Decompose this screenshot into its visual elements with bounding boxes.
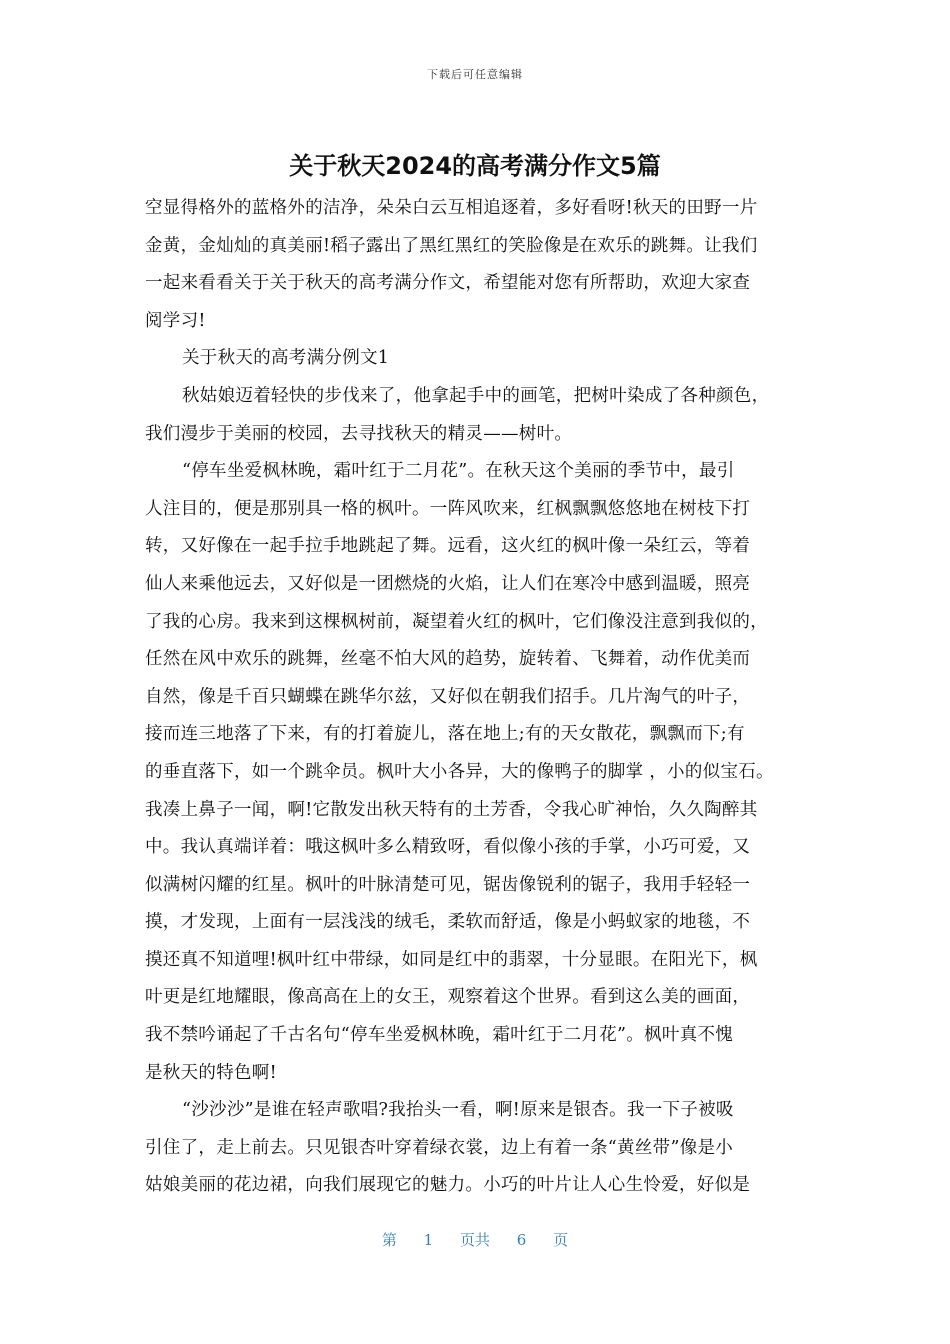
page-footer: [0, 1229, 950, 1250]
essay-body: [145, 190, 825, 1205]
text-line: 摸还真不知道哩!枫叶红中带绿，如同是红中的翡翠，十分显眼。在阳光下，枫: [145, 949, 758, 970]
text-line: 我凑上鼻子一闻，啊!它散发出秋天特有的土芳香，令我心旷神怡，久久陶醉其: [145, 799, 758, 820]
text-line: 秋姑娘迈着轻快的步伐来了，他拿起手中的画笔，把树叶染成了各种颜色，: [182, 385, 770, 406]
text-line: “停车坐爱枫林晚，霜叶红于二月花”。在秋天这个美丽的季节中，最引: [182, 461, 735, 482]
text-line: 一起来看看关于关于秋天的高考满分作文，希望能对您有所帮助，欢迎大家查: [145, 273, 751, 294]
document-title: 关于秋天2024的高考满分作文5篇: [289, 152, 661, 180]
footer-middle: 页共: [459, 1231, 490, 1249]
text-line: 我不禁吟诵起了千古名句“停车坐爱枫林晚，霜叶红于二月花”。枫叶真不愧: [145, 1025, 734, 1046]
text-line: 引住了，走上前去。只见银杏叶穿着绿衣裳，边上有着一条“黄丝带”像是小: [145, 1137, 734, 1158]
text-line: “沙沙沙”是谁在轻声歌唱?我抬头一看，啊!原来是银杏。我一下子被吸: [182, 1100, 734, 1121]
text-line: 中。我认真端详着：哦这枫叶多么精致呀，看似像小孩的手掌，小巧可爱，又: [145, 837, 751, 858]
header-note: 下载后可任意编辑: [427, 68, 523, 81]
text-line: 空显得格外的蓝格外的洁净，朵朵白云互相追逐着，多好看呀!秋天的田野一片: [145, 198, 758, 218]
footer-total-pages: 6: [516, 1231, 527, 1249]
text-line: 了我的心房。我来到这棵枫树前，凝望着火红的枫叶，它们像没注意到我似的，: [145, 611, 768, 632]
text-line: 叶更是红地耀眼，像高高在上的女王，观察着这个世界。看到这么美的画面，: [145, 987, 751, 1008]
text-line: 的垂直落下，如一个跳伞员。枫叶大小各异，大的像鸭子的脚掌 ，小的似宝石。: [145, 761, 774, 782]
text-line: 转，又好像在一起手拉手地跳起了舞。远看，这火红的枫叶像一朵红云，等着: [145, 536, 751, 557]
footer-prefix: 第: [381, 1231, 397, 1249]
footer-suffix: 页: [553, 1231, 569, 1249]
text-line: 仙人来乘他远去，又好似是一团燃烧的火焰，让人们在寒冷中感到温暖，照亮: [145, 573, 751, 594]
text-line: 人注目的，便是那别具一格的枫叶。一阵风吹来，红枫飘飘悠悠地在树枝下打: [145, 498, 751, 519]
text-line: 金黄，金灿灿的真美丽!稻子露出了黑红黑红的笑脸像是在欢乐的跳舞。让我们: [145, 235, 758, 256]
text-line: 是秋天的特色啊!: [145, 1062, 277, 1083]
text-line: 我们漫步于美丽的校园，去寻找秋天的精灵——树叶。: [145, 423, 573, 444]
text-line: 接而连三地落了下来，有的打着旋儿，落在地上;有的天女散花，飘飘而下;有: [145, 724, 745, 745]
text-line: 关于秋天的高考满分例文1: [182, 348, 390, 369]
footer-page-number: 1: [423, 1231, 434, 1249]
text-line: 摸，才发现，上面有一层浅浅的绒毛，柔软而舒适，像是小蚂蚁家的地毯，不: [145, 912, 751, 933]
text-line: 自然，像是千百只蝴蝶在跳华尔兹，又好似在朝我们招手。几片淘气的叶子，: [145, 686, 751, 707]
text-line: 似满树闪耀的红星。枫叶的叶脉清楚可见，锯齿像锐利的锯子，我用手轻轻一: [145, 874, 751, 895]
text-line: 阅学习!: [145, 310, 206, 331]
text-line: 姑娘美丽的花边裙，向我们展现它的魅力。小巧的叶片让人心生怜爱，好似是: [145, 1175, 751, 1196]
text-line: 任然在风中欢乐的跳舞，丝毫不怕大风的趋势，旋转着、飞舞着，动作优美而: [145, 649, 751, 670]
